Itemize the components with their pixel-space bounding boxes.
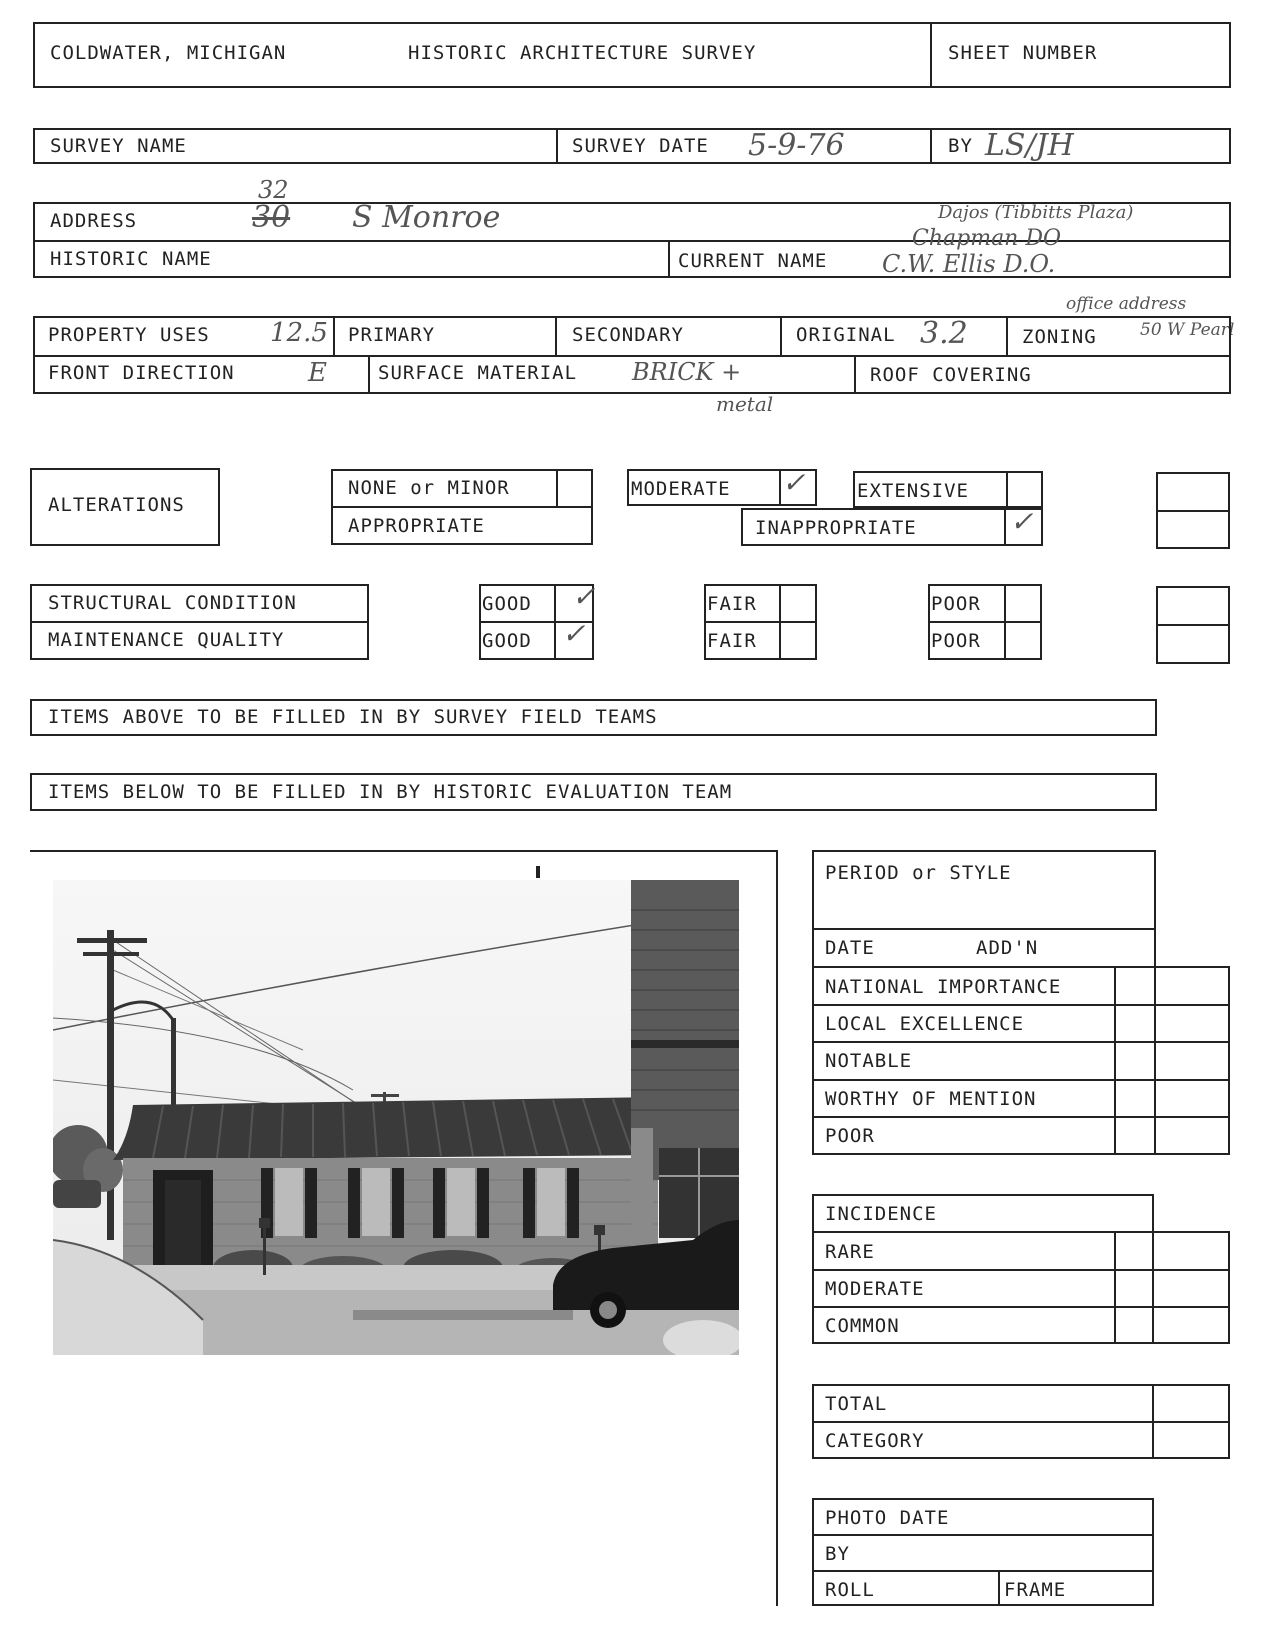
frame-label: FRAME	[1004, 1579, 1067, 1601]
photo-date-label: PHOTO DATE	[825, 1507, 950, 1529]
alterations-inappropriate-mark: ✓	[1010, 505, 1034, 538]
incidence-divider-2	[812, 1269, 1230, 1271]
address-label: ADDRESS	[50, 210, 138, 232]
primary-label: PRIMARY	[348, 324, 436, 346]
condition-score-divider	[1156, 624, 1230, 626]
property-uses-label: PROPERTY USES	[48, 324, 210, 346]
incidence-divider-1	[812, 1231, 1230, 1233]
alterations-moderate-check-divider	[779, 469, 781, 506]
eval-divider-5	[812, 1079, 1230, 1081]
property-divider-1	[333, 316, 335, 355]
historic-name-label: HISTORIC NAME	[50, 248, 212, 270]
category-label: CATEGORY	[825, 1430, 925, 1452]
structural-fair-label: FAIR	[707, 593, 757, 615]
zoning-label: ZONING	[1022, 326, 1097, 348]
incidence-common-label: COMMON	[825, 1315, 900, 1337]
incidence-score-right-border	[1228, 1231, 1230, 1344]
survey-date-label: SURVEY DATE	[572, 135, 709, 157]
incidence-moderate-label: MODERATE	[825, 1278, 925, 1300]
national-importance-label: NATIONAL IMPORTANCE	[825, 976, 1062, 998]
photo-area-top-border	[30, 850, 778, 852]
roll-label: ROLL	[825, 1579, 875, 1601]
current-name-value: C.W. Ellis D.O.	[882, 250, 1056, 278]
building-photo-svg	[53, 880, 739, 1355]
surface-material-value-2: metal	[716, 392, 774, 416]
header-city: COLDWATER, MICHIGAN	[50, 42, 287, 64]
condition-poor-divider	[928, 621, 1042, 623]
date-label: DATE	[825, 937, 875, 959]
photo-info-divider-1	[812, 1534, 1154, 1536]
current-name-note-1: Dajos (Tibbitts Plaza)	[938, 202, 1134, 223]
survey-by-value: LS/JH	[985, 128, 1074, 163]
total-label: TOTAL	[825, 1393, 888, 1415]
alterations-label: ALTERATIONS	[48, 494, 185, 516]
property-divider-3	[780, 316, 782, 355]
secondary-label: SECONDARY	[572, 324, 684, 346]
local-excellence-label: LOCAL EXCELLENCE	[825, 1013, 1025, 1035]
notable-label: NOTABLE	[825, 1050, 913, 1072]
address-number-old: 30	[252, 200, 291, 235]
items-below-note: ITEMS BELOW TO BE FILLED IN BY HISTORIC EVALUATION TEAM	[48, 781, 733, 803]
property-divider-2	[555, 316, 557, 355]
condition-fair-check-divider	[779, 584, 781, 660]
photo-info-frame-divider	[998, 1570, 1000, 1606]
condition-labels-divider	[30, 621, 369, 623]
period-style-label: PERIOD or STYLE	[825, 862, 1012, 884]
structural-good-label: GOOD	[482, 593, 532, 615]
incidence-score-divider	[1114, 1231, 1116, 1344]
survey-date-value: 5-9-76	[748, 128, 845, 163]
property-divider-4	[1006, 316, 1008, 355]
incidence-label: INCIDENCE	[825, 1203, 937, 1225]
property-row-divider	[33, 355, 1231, 357]
current-name-note-2: Chapman DO	[912, 226, 1062, 251]
eval-divider-2	[812, 966, 1230, 968]
address-street: S Monroe	[352, 200, 501, 235]
maintenance-fair-label: FAIR	[707, 630, 757, 652]
condition-fair-divider	[704, 621, 817, 623]
survey-by-label: BY	[948, 135, 973, 157]
survey-divider-2	[930, 128, 932, 164]
sheet-number-label: SHEET NUMBER	[948, 42, 1098, 64]
condition-good-check-divider	[554, 584, 556, 660]
photo-mount-mark	[536, 866, 540, 878]
alterations-none-check-divider	[556, 469, 558, 506]
surface-material-label: SURFACE MATERIAL	[378, 362, 578, 384]
building-photo	[53, 880, 739, 1355]
eval-divider-6	[812, 1116, 1230, 1118]
maintenance-good-mark: ✓	[562, 617, 586, 650]
survey-name-label: SURVEY NAME	[50, 135, 187, 157]
addn-label: ADD'N	[976, 937, 1039, 959]
total-divider	[812, 1421, 1230, 1423]
property-uses-value: 12.5	[270, 318, 328, 348]
original-label: ORIGINAL	[796, 324, 896, 346]
structural-condition-label: STRUCTURAL CONDITION	[48, 592, 297, 614]
photo-area-right-border	[776, 850, 778, 1606]
current-name-label: CURRENT NAME	[678, 250, 828, 272]
roof-covering-label: ROOF COVERING	[870, 364, 1032, 386]
eval-poor-label: POOR	[825, 1125, 875, 1147]
worthy-of-mention-label: WORTHY OF MENTION	[825, 1088, 1037, 1110]
incidence-divider-3	[812, 1306, 1230, 1308]
photo-by-label: BY	[825, 1543, 850, 1565]
alterations-extensive-label: EXTENSIVE	[857, 480, 969, 502]
photo-info-divider-2	[812, 1570, 1154, 1572]
office-note-2: 50 W Pearl	[1140, 320, 1235, 340]
eval-divider-4	[812, 1041, 1230, 1043]
original-value: 3.2	[920, 316, 968, 351]
property-divider-5	[368, 355, 370, 394]
alterations-moderate-mark: ✓	[782, 466, 806, 499]
structural-poor-label: POOR	[931, 593, 981, 615]
header-divider	[930, 22, 932, 88]
eval-divider-3	[812, 1004, 1230, 1006]
eval-score-divider	[1114, 966, 1116, 1155]
items-above-note: ITEMS ABOVE TO BE FILLED IN BY SURVEY FIELD TEAMS	[48, 706, 658, 728]
front-direction-value: E	[308, 358, 327, 388]
structural-good-mark: ✓	[572, 580, 596, 613]
header-title: HISTORIC ARCHITECTURE SURVEY	[408, 42, 757, 64]
total-score-divider	[1152, 1384, 1154, 1459]
alterations-inappropriate-label: INAPPROPRIATE	[755, 517, 917, 539]
alterations-extensive-check-divider	[1006, 471, 1008, 508]
incidence-score-bottom	[1154, 1342, 1230, 1344]
maintenance-poor-label: POOR	[931, 630, 981, 652]
surface-material-value: BRICK +	[632, 358, 742, 386]
eval-score-bottom	[1156, 1153, 1230, 1155]
eval-divider-1	[812, 928, 1156, 930]
alterations-none-label: NONE or MINOR	[348, 477, 510, 499]
maintenance-quality-label: MAINTENANCE QUALITY	[48, 629, 285, 651]
alterations-inappropriate-check-divider	[1004, 508, 1006, 546]
office-note-1: office address	[1066, 294, 1187, 314]
address-number-new: 32	[258, 176, 289, 204]
incidence-rare-label: RARE	[825, 1241, 875, 1263]
alterations-appropriate-label: APPROPRIATE	[348, 515, 485, 537]
eval-score-right-border	[1228, 966, 1230, 1155]
alterations-left-divider	[331, 506, 593, 508]
front-direction-label: FRONT DIRECTION	[48, 362, 235, 384]
alterations-moderate-label: MODERATE	[631, 478, 731, 500]
property-divider-6	[854, 355, 856, 394]
maintenance-good-label: GOOD	[482, 630, 532, 652]
condition-poor-check-divider	[1004, 584, 1006, 660]
alterations-score-divider	[1156, 510, 1230, 512]
survey-divider-1	[556, 128, 558, 164]
current-name-divider	[668, 240, 670, 278]
